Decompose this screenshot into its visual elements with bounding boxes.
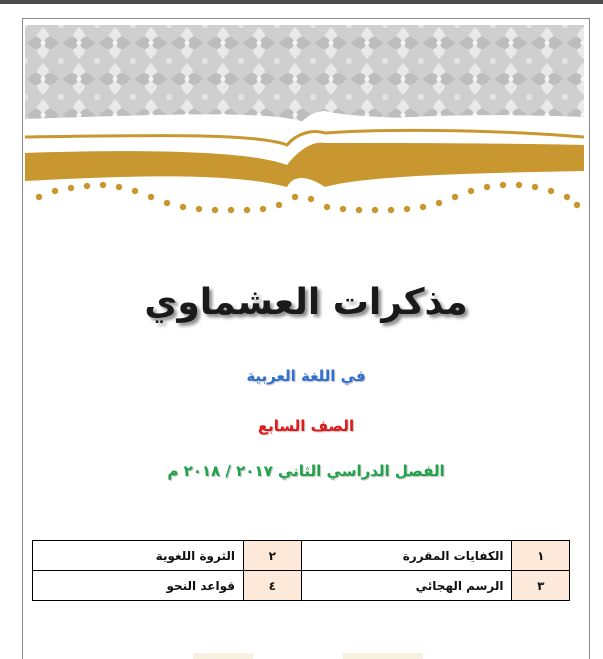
document-title: مذكرات العشماوي xyxy=(144,282,468,323)
faint-decoration xyxy=(343,653,423,659)
faint-decoration xyxy=(193,653,253,659)
table-row xyxy=(33,541,570,571)
item-name: الثروة اللغوية xyxy=(33,541,244,571)
item-number: ١ xyxy=(512,541,570,571)
item-name: الكفايات المقررة xyxy=(301,541,512,571)
document-page xyxy=(22,18,590,659)
grade-line: الصف السابع xyxy=(257,417,355,435)
decorative-header-banner xyxy=(25,25,584,235)
table-row xyxy=(33,571,570,601)
competencies-table xyxy=(32,540,570,601)
term-line: الفصل الدراسي الثاني ٢٠١٧ / ٢٠١٨ م xyxy=(167,462,445,480)
item-number: ٢ xyxy=(243,541,301,571)
item-number: ٣ xyxy=(512,571,570,601)
subject-line: في اللغة العربية xyxy=(246,367,366,385)
item-name: قواعد النحو xyxy=(33,571,244,601)
window-top-bar xyxy=(0,0,603,4)
item-number: ٤ xyxy=(243,571,301,601)
item-name: الرسم الهجائي xyxy=(301,571,512,601)
